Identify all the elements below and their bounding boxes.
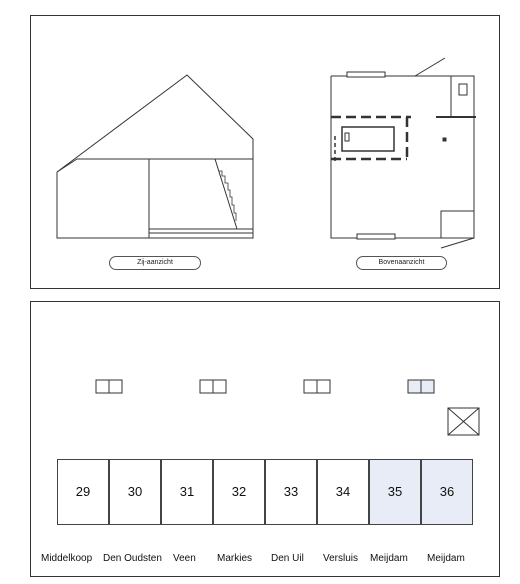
unit-box-34: 34 [317,459,369,525]
top-drawing-panel [30,15,500,289]
unit-box-33: 33 [265,459,317,525]
unit-name-31: Veen [173,553,196,564]
unit-box-32: 32 [213,459,265,525]
unit-box-29: 29 [57,459,109,525]
seating-plan-panel [30,301,500,577]
side-view-drawing [57,75,253,238]
unit-name-32: Markies [217,553,253,564]
unit-name-29: Middelkoop [41,553,93,564]
unit-box-30: 30 [109,459,161,525]
side-and-top-views [31,16,501,290]
top-view-label: Bovenaanzicht [356,256,447,270]
unit-name-35: Meijdam [370,553,408,564]
unit-box-35: 35 [369,459,421,525]
side-view-label: Zij-aanzicht [109,256,201,270]
unit-name-33: Den Uil [271,553,304,564]
unit-box-31: 31 [161,459,213,525]
unit-name-36: Meijdam [427,553,465,564]
unit-box-36: 36 [421,459,473,525]
unit-name-34: Versluis [323,553,359,564]
top-view-drawing [331,58,476,248]
window-symbols [31,302,501,578]
unit-name-30: Den Oudsten [103,553,162,564]
